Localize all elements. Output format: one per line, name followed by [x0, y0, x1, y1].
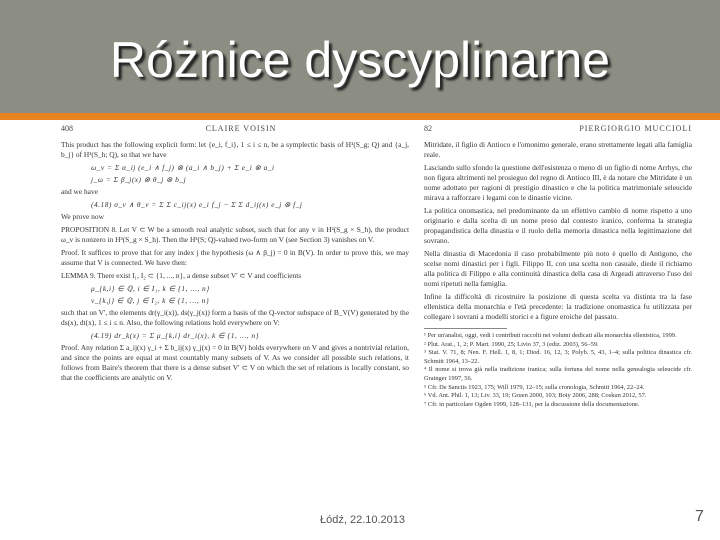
equation: j_ω = Σ β_j(x) ⊗ θ_j ⊗ b_j: [91, 175, 187, 184]
accent-bar: [0, 113, 720, 120]
paragraph: Proof. Any relation Σ a_ij(x) γ_i + Σ b_ij(x) γ_j(x) = 0 in B(V) holds everywhere on V and gives a nontrivial relation, and since the points are equal at most countably many subsets of V. As we consider all possible such relations, it follows from Baire's theorem that there is a dense subset V' ⊂ V on which the set of relations is locally constant, so that the coefficients are analytic on V.: [61, 343, 409, 382]
right-page-body: [424, 140, 692, 322]
slide-header: [0, 0, 720, 113]
footnote: ⁴ Il nome si trova già nella tradizione iranica; sulla fortuna del nome nella genealogia seleucide cfr. Grainger 1997, 56.: [424, 366, 692, 382]
footnote: ⁵ Cfr. De Sanctis 1923, 175; Will 1979, 12–15; sulla cronologia, Schmitt 1964, 22–24.: [424, 383, 645, 391]
left-page-scan: [57, 122, 415, 540]
left-running-head: CLAIRE VOISIN: [205, 124, 277, 133]
left-page-number: 408: [61, 124, 73, 133]
paragraph: La politica onomastica, nel predominante da un effettivo cambio di nome rispetto a uno originario e dalla scelta di un nome preso dal contesto iranico, conferma la strategia propagandistica della dinastia e il ruolo della memoria dinastica nella legittimazione del sovrano.: [424, 206, 692, 245]
right-running-head: PIERGIORGIO MUCCIOLI: [579, 124, 692, 133]
footnote: ⁷ Cfr. in particolare Ogden 1999, 128–131, per la discussione della documentazione.: [424, 400, 640, 408]
paragraph: such that on V', the elements dr(γ_i(x)), ds(γ_j(x)) form a basis of the Q-vector subspace of B_V(V) generated by the ds(x), dt(x), 1 ≤ i ≤ n. Also, the following relations hold everywhere on V:: [61, 308, 409, 327]
right-page-header: [424, 124, 692, 134]
paragraph: We prove now: [61, 212, 104, 221]
footnote: ¹ Per un'analisi, oggi, vedi i contributi raccolti nei volumi dedicati alla monarchia ellenistica, 1999.: [424, 332, 677, 339]
footnote: ⁶ Vd. Ant. Phil. 1, 13; Liv. 33, 19; Gruen 2000, 103; Boiy 2006, 288; Coskun 2012, 57.: [424, 392, 647, 400]
slide-title: Różnice dyscyplinarne: [109, 32, 611, 88]
paragraph: LEMMA 9. There exist I₁, I₂ ⊂ {1, ..., n}, a dense subset V' ⊂ V and coefficients: [61, 271, 302, 280]
paragraph: Mitridate, il figlio di Antioco e l'omonimo generale, erano strettamente legati alla famiglia reale.: [424, 140, 692, 159]
paragraph: Infine la difficoltà di ricostruire la posizione di questa scelta va distinta tra la fase ellenistica della monarchia e l'età precedente: la tradizione onomastica fu utilizzata per collegare i sovrani a modelli storici e a figure eroiche del passato.: [424, 292, 692, 321]
footnote-divider: [424, 328, 507, 329]
right-page-scan: [420, 122, 698, 540]
slide-number: 7: [695, 508, 704, 525]
right-page-number: 82: [424, 124, 432, 133]
left-page-body: [61, 140, 409, 383]
equation: ω_v = Σ α_ij (e_i ∧ f_j) ⊗ (a_i ∧ b_j) + Σ e_i ⊗ a_i: [91, 163, 275, 172]
equation: (4.18) σ_v ∧ θ_v = Σ Σ c_ij(x) e_i f_j − Σ Σ d_ij(x) e_j ⊗ f_j: [91, 200, 303, 209]
footnotes: [420, 332, 698, 409]
footnote: ³ Stat. V. 71, 8; Nen. F. Hell. 1, 8, 1; Diod. 16, 12, 3; Polyb. 5, 43, 1–4; sulla politica dinastica cfr. Schmitt 1964, 13–22.: [424, 349, 692, 365]
paragraph: Proof. It suffices to prove that for any index j the hypothesis (ω ∧ β_j) = 0 in B(V). In order to prove this, we may assume that V is connected. We have then:: [61, 248, 409, 267]
paragraph: Nella dinastia di Macedonia il caso probabilmente più noto è quello di Antigono, che scelse nomi dinastici per i figli. Filippo II, con una scelta non casuale, diede il richiamo alla politica di Filippo e alla continuità dinastica della casa di Argeadi attraverso l'uso dei nomi ripetuti nella famiglia.: [424, 249, 692, 288]
equation: (4.19) dr_k(x) = Σ μ_{k,i} dr_i(x), k ∈ {1, ..., n}: [91, 331, 260, 340]
equation: μ_{k,i} ∈ ℚ, i ∈ I₁, k ∈ {1, ..., n}: [91, 284, 210, 293]
footnote: ² Plut. Arat., 1, 2; P. Mart. 1990, 25; Livio 37, 3 (ediz. 2003), 56–59.: [424, 340, 599, 348]
equation: ν_{k,j} ∈ ℚ, j ∈ I₂, k ∈ {1, ..., n}: [91, 296, 210, 305]
paragraph: PROPOSITION 8. Let V ⊂ W be a smooth real analytic subset, such that for any v in H²(S_g × S_h), the product ω_v is nonzero in H³(S_g × S_h). Then the H³(S; Q)-valued two-form on V (see Section 3) vanishes on V.: [61, 225, 409, 244]
paragraph: and we have: [61, 187, 98, 196]
left-page-header: [61, 124, 409, 134]
paragraph: Lasciando sullo sfondo la questione dell'esistenza o meno di un figlio di nome Arrhys, che non figura altrimenti nel prosieguo del regno di Antioco III, è da notare che Mitridate è un nome adottato per ragioni di prestigio dinastico e che la politica matrimoniale seleucide mirava a rafforzare i legami con le dinastie vicine.: [424, 163, 692, 202]
paragraph: This product has the following explicit form: let {e_i, f_i}, 1 ≤ i ≤ n, be a symplectic basis of H¹(S_g; Q) and {a_j, b_j} of H¹(S_h; Q), so that we have: [61, 140, 409, 159]
footer-date: Łódź, 22.10.2013: [320, 514, 406, 526]
